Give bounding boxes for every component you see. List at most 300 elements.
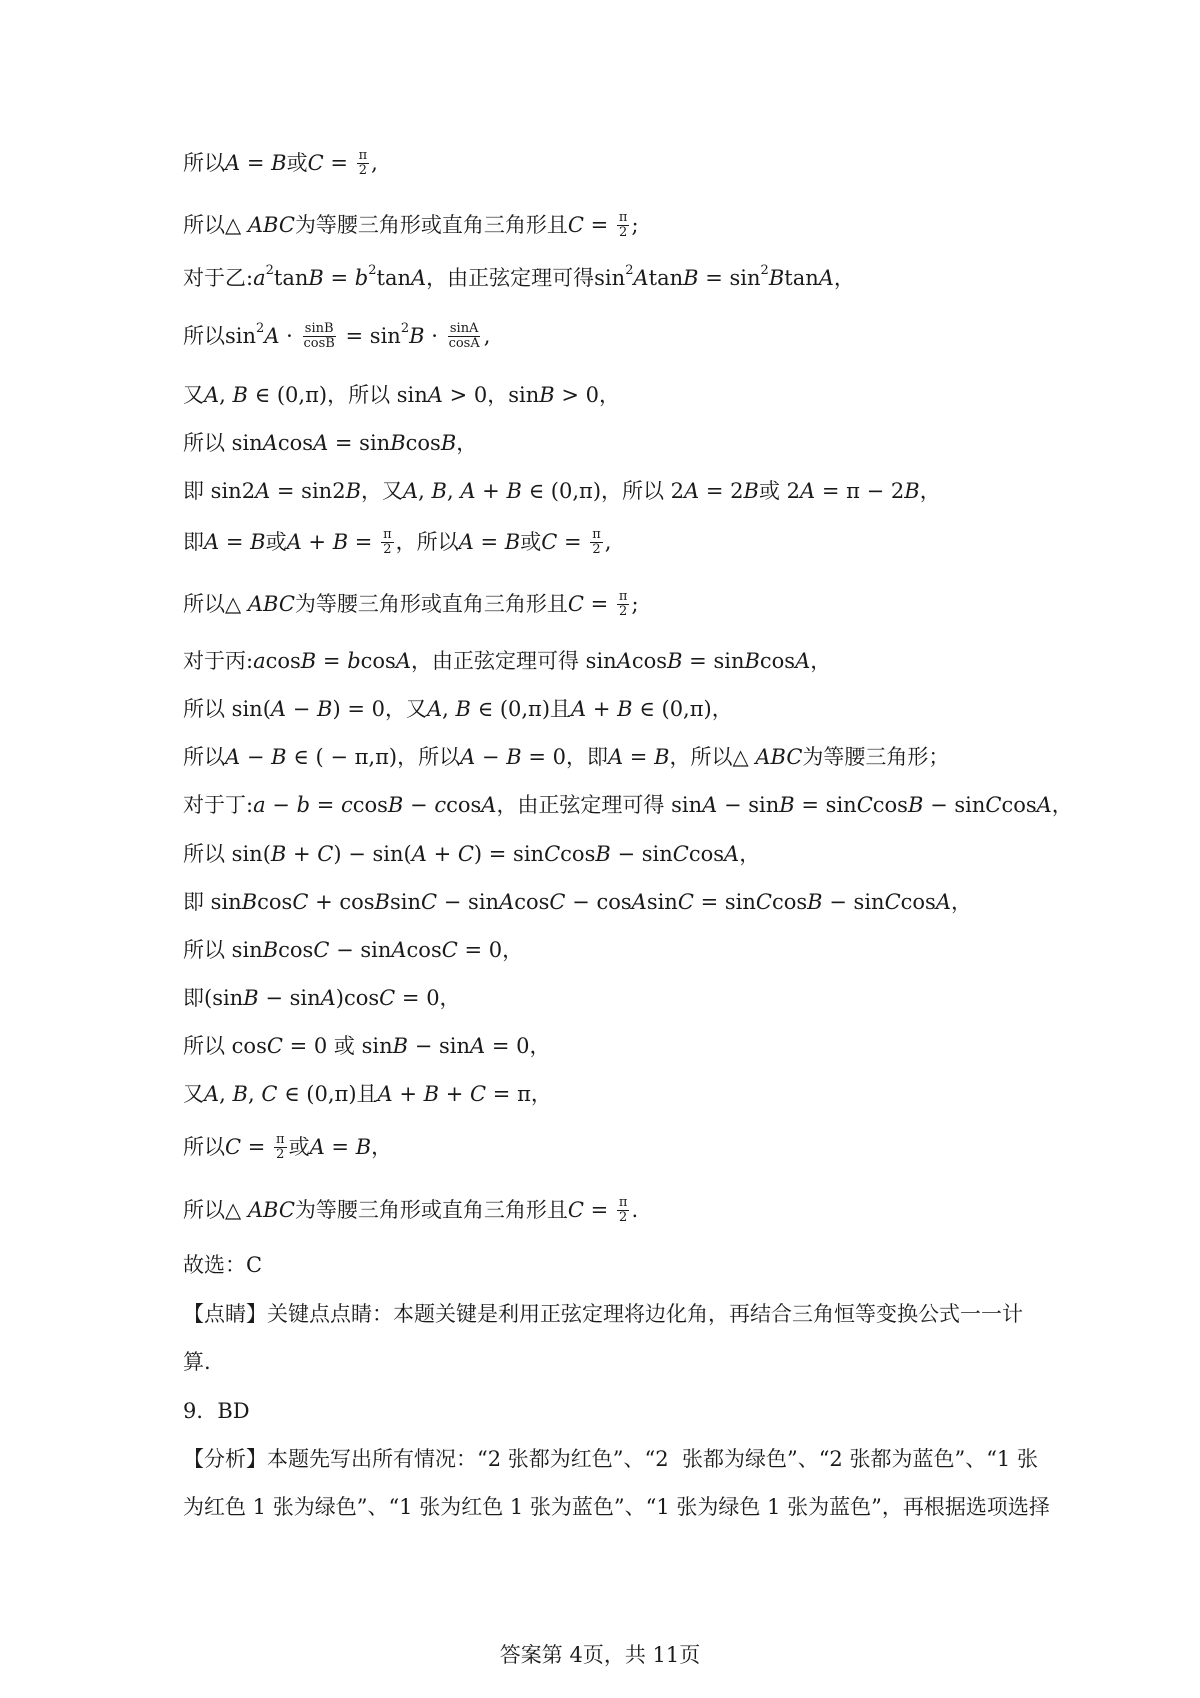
text-run: cos (352, 793, 388, 817)
math-variable: A (633, 266, 649, 290)
math-variable: B (232, 1082, 248, 1106)
text-run: = (241, 1135, 273, 1159)
text-line (183, 790, 1073, 820)
text-run: cos (872, 793, 908, 817)
text-run: − (475, 745, 507, 769)
text-run: . (631, 1198, 639, 1222)
math-variable: A (795, 649, 811, 673)
math-variable: A (204, 530, 220, 554)
math-variable: B (440, 431, 457, 455)
text-run: cos (759, 649, 796, 673)
fraction (617, 211, 630, 240)
math-variable: B (392, 1034, 409, 1058)
math-variable: A (204, 1082, 220, 1106)
text-run: 或 2 (758, 479, 801, 503)
text-run: cos (771, 890, 808, 914)
text-run: cos (446, 793, 482, 817)
math-variable: A (320, 986, 336, 1010)
math-variable: A (818, 266, 834, 290)
text-run: + (439, 1082, 471, 1106)
math-variable: A (458, 530, 474, 554)
text-run: > 0， (554, 383, 621, 407)
text-run: = (323, 151, 355, 175)
text-run: ， (456, 431, 478, 455)
text-run: ， (739, 842, 761, 866)
math-variable: B (232, 383, 248, 407)
text-run: 为等腰三角形或直角三角形且 (294, 1198, 568, 1222)
math-variable: B (271, 151, 287, 175)
text-run: = sin (328, 431, 391, 455)
fraction (617, 590, 630, 619)
text-run: , (247, 1082, 262, 1106)
text-run: 所以 (183, 745, 225, 769)
text-run: − sin (437, 890, 500, 914)
text-run: ∈ (0,π)且 (277, 1082, 378, 1106)
math-variable: B (300, 649, 317, 673)
math-variable: A (410, 266, 427, 290)
text-run: 即 (183, 530, 204, 554)
text-run: cos (257, 890, 293, 914)
text-line (183, 1031, 1050, 1061)
text-run: + (286, 842, 318, 866)
text-line (183, 1132, 1050, 1162)
text-run: 故选：C (183, 1253, 263, 1277)
text-run: − (403, 793, 435, 817)
fraction (274, 1133, 287, 1162)
text-run: + (426, 842, 458, 866)
text-run: 所以 (183, 151, 225, 175)
fraction-denominator: 2 (383, 541, 392, 557)
text-run: = (240, 151, 272, 175)
text-line (183, 1079, 1050, 1109)
math-variable: A (631, 890, 647, 914)
math-variable: a (253, 649, 266, 673)
text-run: = (324, 1135, 356, 1159)
text-run: cos (560, 842, 596, 866)
text-run: , (219, 1082, 233, 1106)
fraction-denominator: 2 (276, 1146, 285, 1162)
math-variable: A (481, 793, 497, 817)
fraction (590, 528, 603, 557)
text-run: = sin (794, 793, 857, 817)
text-run: − sin (408, 1034, 471, 1058)
fraction-numerator: π (618, 1194, 628, 1210)
superscript: 2 (368, 263, 377, 278)
math-variable: A (470, 1034, 486, 1058)
text-run: , (483, 324, 491, 348)
math-variable: A (264, 324, 280, 348)
superscript: 2 (760, 263, 769, 278)
text-run: > 0，sin (442, 383, 540, 407)
text-run: tan (648, 266, 684, 290)
text-line (183, 1299, 1050, 1329)
fraction-numerator: π (358, 147, 368, 163)
text-run: ，所以△ (669, 745, 756, 769)
math-variable: c (434, 793, 447, 817)
text-run: )cos (335, 986, 380, 1010)
text-run: 又 (183, 383, 204, 407)
text-run: = sin (693, 890, 756, 914)
math-variable: A (460, 745, 476, 769)
text-run: ， (810, 649, 832, 673)
text-run: + (392, 1082, 424, 1106)
text-line (183, 1195, 1050, 1225)
text-run: = (583, 592, 615, 616)
text-line (183, 1347, 1050, 1377)
text-run: tan (376, 266, 411, 290)
text-run: tan (784, 266, 819, 290)
math-variable: B (409, 324, 425, 348)
math-variable: ABC (247, 1198, 295, 1222)
text-line (183, 428, 1050, 458)
fraction (617, 1196, 630, 1225)
math-variable: B (667, 649, 683, 673)
math-variable: B (243, 986, 259, 1010)
text-run: 所以 sin( (183, 697, 271, 721)
text-line (183, 1492, 1050, 1522)
math-variable: A (391, 938, 407, 962)
text-run: · (424, 324, 445, 348)
math-variable: C (567, 1198, 584, 1222)
text-run: ) = sin (473, 842, 545, 866)
fraction (357, 149, 370, 178)
text-run: ，所以 (395, 530, 459, 554)
text-run: tan (273, 266, 309, 290)
text-run: = 0， (485, 1034, 551, 1058)
text-run: = (348, 530, 380, 554)
text-run: 所以 cos (183, 1034, 267, 1058)
math-variable: B (250, 530, 266, 554)
math-variable: A (571, 697, 587, 721)
text-run: · (279, 324, 300, 348)
math-variable: A (204, 383, 220, 407)
fraction-denominator: 2 (592, 541, 601, 557)
fraction (302, 322, 337, 351)
text-run: = 2 (699, 479, 744, 503)
text-run: = (583, 213, 615, 237)
text-run: , (442, 697, 456, 721)
text-line (183, 476, 1050, 506)
math-variable: a (253, 266, 266, 290)
text-run: = sin2 (270, 479, 346, 503)
text-run: cos (265, 649, 301, 673)
text-line (183, 148, 1050, 178)
text-run: − (240, 745, 272, 769)
math-variable: A (684, 479, 700, 503)
text-run: ， (371, 1135, 393, 1159)
text-run: = π， (486, 1082, 552, 1106)
fraction-numerator: sinB (304, 320, 334, 336)
text-run: 所以 (183, 1135, 225, 1159)
text-run: = (323, 266, 355, 290)
text-run: − sin (329, 938, 392, 962)
text-run: sin (646, 890, 678, 914)
math-variable: C (421, 890, 438, 914)
text-run: ) = 0，又 (332, 697, 427, 721)
math-variable: A (286, 530, 302, 554)
text-run: − sin (717, 793, 780, 817)
math-variable: ABC (247, 592, 295, 616)
text-run: = (557, 530, 589, 554)
text-run: ， (1051, 793, 1073, 817)
text-run: 所以△ (183, 592, 248, 616)
text-run: = 0，即 (521, 745, 608, 769)
math-variable: B (390, 431, 406, 455)
text-run: 或 (286, 151, 308, 175)
text-run: sin (389, 890, 422, 914)
text-line (183, 694, 1050, 724)
text-run: ，由正弦定理可得sin (426, 266, 626, 290)
math-variable: B (595, 842, 611, 866)
math-variable: A (935, 890, 951, 914)
text-run: = π − 2 (815, 479, 905, 503)
math-variable: B (768, 266, 785, 290)
text-run: 为等腰三角形或直角三角形且 (294, 592, 568, 616)
math-variable: B (455, 697, 471, 721)
text-run: 对于丁: (183, 793, 254, 817)
math-variable: A (403, 479, 419, 503)
math-variable: C (677, 890, 694, 914)
math-variable: B (271, 745, 287, 769)
text-run: , (219, 383, 233, 407)
math-variable: B (374, 890, 390, 914)
math-variable: A (411, 842, 427, 866)
math-variable: B (504, 530, 521, 554)
text-run: 【分析】本题先写出所有情况：“2 张都为红色”、“2 张都为绿色”、“2 张都为蓝色”、“1 张 (183, 1447, 1038, 1471)
text-run: 所以 sin (183, 938, 263, 962)
text-run: = sin (338, 324, 401, 348)
text-run: ， (919, 479, 941, 503)
superscript: 2 (256, 321, 265, 336)
math-variable: B (617, 697, 633, 721)
math-variable: b (347, 649, 361, 673)
text-run: 为红色 1 张为绿色”、“1 张为红色 1 张为蓝色”、“1 张为绿色 1 张为蓝色”，再根据选项选择 (183, 1495, 1050, 1519)
text-run: − (265, 793, 297, 817)
math-variable: B (907, 793, 924, 817)
fraction-numerator: π (618, 588, 628, 604)
text-run: 所以sin (183, 324, 257, 348)
math-variable: a (253, 793, 266, 817)
math-variable: B (743, 479, 759, 503)
math-variable: c (340, 793, 353, 817)
text-line (183, 1250, 1050, 1280)
text-run: ∈ (0,π)，所以 2 (521, 479, 685, 503)
page-footer: 答案第 4页，共 11页 (499, 1643, 701, 1667)
text-line (183, 210, 1050, 240)
text-run: 对于丙: (183, 649, 254, 673)
text-line (183, 742, 1050, 772)
text-run: = 0， (457, 938, 524, 962)
text-line (183, 1396, 1050, 1426)
text-run: cos (514, 890, 550, 914)
math-variable: B (387, 793, 404, 817)
math-variable: C (856, 793, 873, 817)
math-variable: A (395, 649, 411, 673)
text-run: = sin (682, 649, 745, 673)
fraction-denominator: cosA (448, 335, 480, 351)
text-run: = sin (698, 266, 761, 290)
math-variable: B (355, 1135, 372, 1159)
math-variable: B (539, 383, 555, 407)
text-run: + (586, 697, 618, 721)
math-variable: A (309, 1135, 325, 1159)
text-run: − sin (822, 890, 885, 914)
text-run: = (623, 745, 655, 769)
math-variable: C (541, 530, 558, 554)
text-run: cos (277, 431, 314, 455)
text-run: 所以 sin( (183, 842, 271, 866)
fraction-numerator: π (618, 209, 628, 225)
text-run: cos (900, 890, 936, 914)
text-run: ，由正弦定理可得 sin (411, 649, 617, 673)
math-variable: B (506, 745, 522, 769)
text-run: cos (278, 938, 314, 962)
math-variable: A (1036, 793, 1052, 817)
math-variable: B (744, 649, 760, 673)
text-run: 【点睛】关键点点睛：本题关键是利用正弦定理将边化角，再结合三角恒等变换公式一一计 (183, 1302, 1023, 1326)
text-run: 或 (288, 1135, 310, 1159)
math-variable: A (313, 431, 329, 455)
math-variable: B (270, 842, 287, 866)
math-variable: C (292, 890, 309, 914)
fraction-numerator: π (592, 526, 601, 542)
math-variable: B (241, 890, 258, 914)
text-line (183, 263, 1050, 293)
fraction-numerator: π (276, 1131, 285, 1147)
text-run: 算. (183, 1350, 211, 1374)
text-run: ， (951, 890, 972, 914)
math-variable: B (431, 479, 447, 503)
text-run: = 0， (395, 986, 461, 1010)
math-variable: C (672, 842, 689, 866)
text-run: − sin (258, 986, 321, 1010)
math-variable: C (225, 1135, 242, 1159)
math-variable: b (296, 793, 311, 817)
fraction-denominator: 2 (619, 1209, 628, 1225)
math-variable: C (544, 842, 561, 866)
math-variable: A (702, 793, 718, 817)
math-variable: B (779, 793, 795, 817)
math-variable: A (377, 1082, 393, 1106)
text-run: 所以△ (183, 213, 248, 237)
text-run: 即 sin (183, 890, 242, 914)
math-variable: A (225, 151, 241, 175)
text-run: − cos (565, 890, 632, 914)
math-variable: C (567, 213, 584, 237)
math-variable: A (800, 479, 816, 503)
math-variable: A (724, 842, 740, 866)
math-variable: B (683, 266, 699, 290)
math-variable: C (379, 986, 396, 1010)
fraction-numerator: sinA (449, 320, 479, 336)
fraction-denominator: 2 (619, 224, 628, 240)
text-run: = (316, 649, 348, 673)
text-run: 为等腰三角形或直角三角形且 (294, 213, 568, 237)
text-line (183, 380, 1050, 410)
math-variable: A (499, 890, 515, 914)
math-variable: A (460, 479, 476, 503)
text-run: 所以△ (183, 1198, 248, 1222)
math-variable: C (313, 938, 330, 962)
text-line (183, 983, 1050, 1013)
math-variable: A (255, 479, 271, 503)
text-run: 所以 sin (183, 431, 263, 455)
math-variable: C (261, 1082, 278, 1106)
text-run: ∈ (0,π)，所以 sin (247, 383, 428, 407)
text-line (183, 935, 1050, 965)
text-run: 或 (265, 530, 287, 554)
text-run: , (371, 151, 378, 175)
math-variable: A (426, 697, 443, 721)
text-run: − (286, 697, 318, 721)
text-line (183, 589, 1050, 619)
text-run: − sin (923, 793, 986, 817)
text-line (183, 887, 1050, 917)
math-variable: C (457, 842, 474, 866)
text-run: 即 sin2 (183, 479, 256, 503)
math-variable: C (567, 592, 584, 616)
text-run: + (301, 530, 333, 554)
math-variable: A (225, 745, 241, 769)
math-variable: B (654, 745, 670, 769)
math-variable: ABC (755, 745, 803, 769)
math-variable: A (262, 431, 278, 455)
math-variable: ABC (247, 213, 295, 237)
math-variable: C (884, 890, 901, 914)
fraction-denominator: cosB (303, 335, 335, 351)
math-variable: B (807, 890, 823, 914)
text-run: ，由正弦定理可得 sin (496, 793, 703, 817)
superscript: 2 (265, 263, 274, 278)
text-run: = (310, 793, 341, 817)
math-variable: B (308, 266, 324, 290)
math-variable: B (262, 938, 279, 962)
fraction (447, 322, 482, 351)
text-run: ; (631, 213, 639, 237)
text-run: + (475, 479, 507, 503)
text-run: 即(sin (183, 986, 244, 1010)
math-variable: C (470, 1082, 487, 1106)
math-variable: B (904, 479, 920, 503)
text-run: ; (631, 592, 639, 616)
fraction (381, 528, 394, 557)
text-run: + cos (308, 890, 375, 914)
math-variable: C (266, 1034, 283, 1058)
text-run: 又 (183, 1082, 204, 1106)
math-variable: C (985, 793, 1002, 817)
text-run: = (473, 530, 505, 554)
text-run: cos (360, 649, 396, 673)
text-run: = (583, 1198, 615, 1222)
text-run: cos (406, 938, 442, 962)
text-run: ，又 (361, 479, 403, 503)
text-run: ∈ (0,π)， (632, 697, 733, 721)
text-run: 9．BD (183, 1399, 250, 1423)
math-variable: B (506, 479, 522, 503)
text-run: cos (631, 649, 668, 673)
text-run: , (604, 530, 612, 554)
text-run: cos (1001, 793, 1037, 817)
text-line (183, 527, 1050, 557)
text-run: ) − sin( (333, 842, 412, 866)
text-line (183, 321, 1050, 351)
text-line (183, 839, 1050, 869)
math-variable: B (332, 530, 349, 554)
fraction-denominator: 2 (619, 603, 628, 619)
math-variable: C (755, 890, 772, 914)
text-run: 对于乙: (183, 266, 254, 290)
text-run: = 0 或 sin (282, 1034, 393, 1058)
